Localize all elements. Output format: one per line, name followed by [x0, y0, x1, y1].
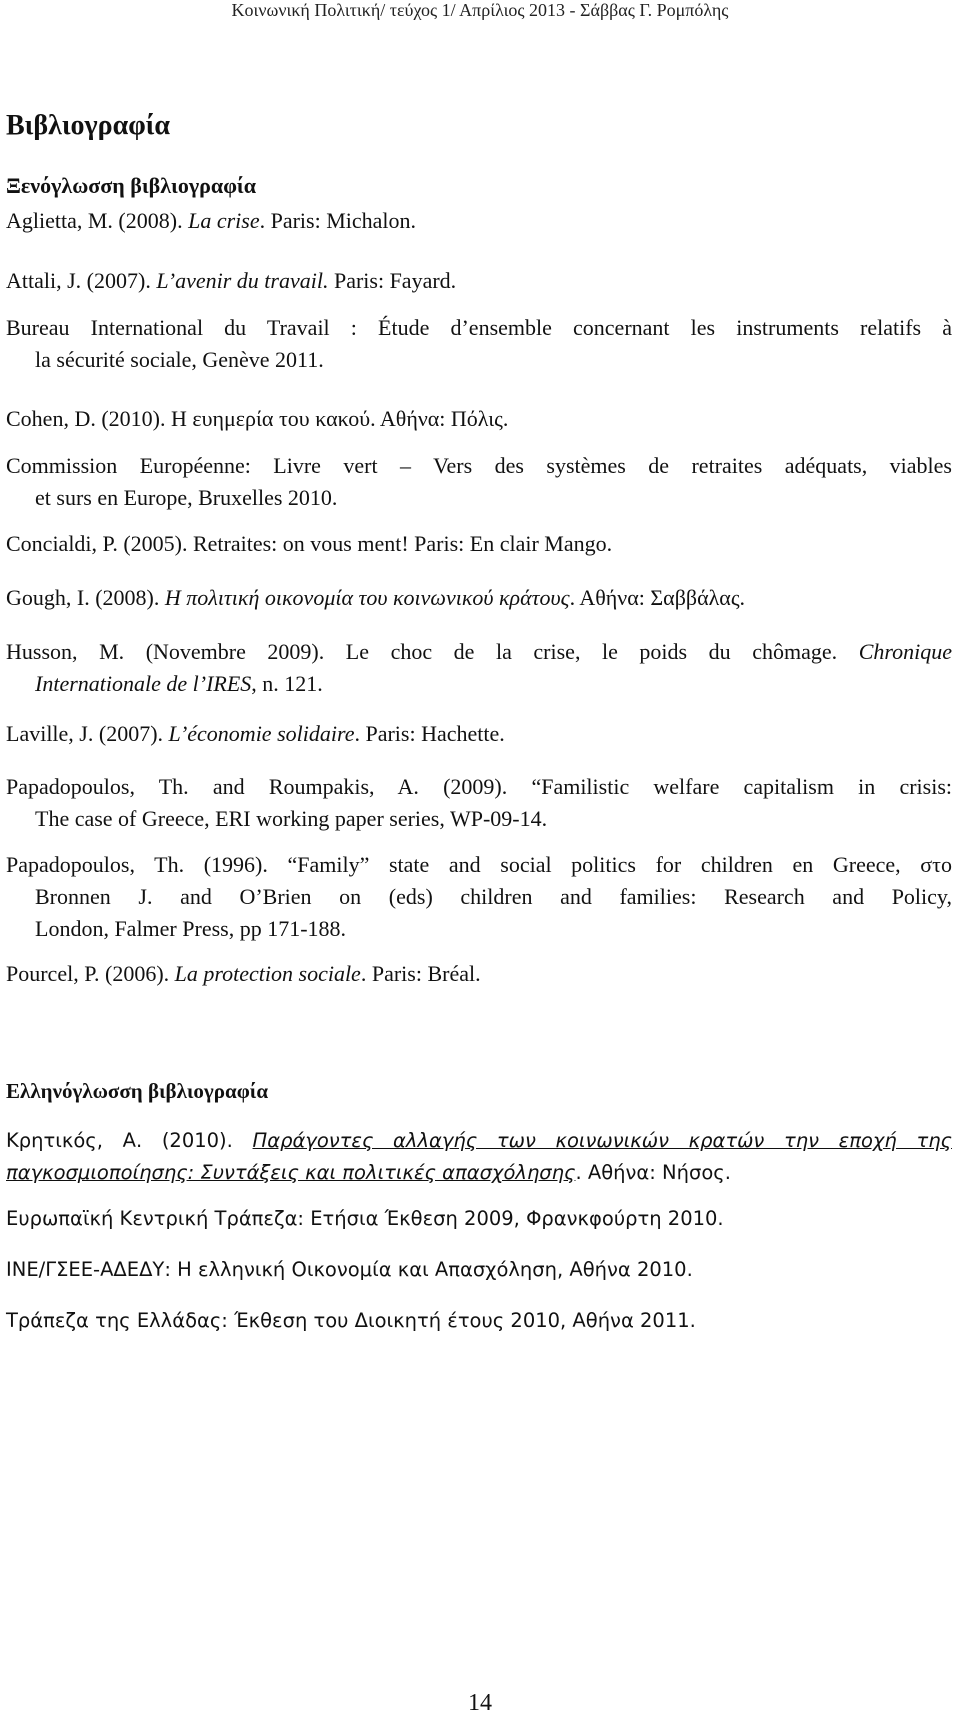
ref-attali: Attali, J. (2007). L’avenir du travail. Paris: Fayard.	[6, 268, 457, 293]
ref-concialdi: Concialdi, P. (2005). Retraites: on vous ment! Paris: En clair Mango.	[6, 531, 613, 556]
ref-papadopoulos-1996: Papadopoulos, Th. (1996). “Family” state and social politics for children en Greece, στο Bronnen J. and O’Brien on (eds) children and families: Research and Policy, London, Falmer Press, pp 171-188.	[6, 852, 952, 941]
ref-gough: Gough, I. (2008). Η πολιτική οικονομία του κοινωνικού κράτους. Αθήνα: Σαββάλας.	[6, 585, 746, 610]
ref-bank-of-greece: Τράπεζα της Ελλάδας: Έκθεση του Διοικητή έτους 2010, Αθήνα 2011.	[6, 1309, 696, 1332]
ref-husson: Husson, M. (Novembre 2009). Le choc de la crise, le poids du chômage. Chronique Internationale de l’IRES, n. 121.	[6, 639, 952, 696]
ref-ine-gsee: ΙΝΕ/ΓΣΕΕ-ΑΔΕΔΥ: Η ελληνική Οικονομία και Απασχόληση, Αθήνα 2010.	[6, 1258, 693, 1281]
bibliography-heading: Βιβλιογραφία	[6, 110, 171, 141]
ref-pourcel: Pourcel, P. (2006). La protection sociale. Paris: Bréal.	[6, 961, 481, 986]
ref-laville-title: L’économie solidaire	[168, 721, 355, 746]
ref-gough-title: Η πολιτική οικονομία του κοινωνικού κράτους	[164, 585, 570, 610]
page-number: 14	[468, 1690, 492, 1716]
ref-aglietta-title: La crise	[188, 208, 260, 233]
running-header: Κοινωνική Πολιτική/ τεύχος 1/ Απρίλιος 2013 - Σάββας Γ. Ρομπόλης	[231, 0, 729, 20]
ref-aglietta: Aglietta, M. (2008). La crise. Paris: Michalon.	[6, 208, 417, 233]
foreign-bibliography-heading: Ξενόγλωσση βιβλιογραφία	[6, 173, 257, 198]
ref-ecb: Ευρωπαϊκή Κεντρική Τράπεζα: Ετήσια Έκθεση 2009, Φρανκφούρτη 2010.	[6, 1207, 724, 1230]
ref-attali-title: L’avenir du travail.	[156, 268, 329, 293]
ref-pourcel-title: La protection sociale	[174, 961, 361, 986]
ref-laville: Laville, J. (2007). L’économie solidaire. Paris: Hachette.	[6, 721, 505, 746]
ref-commission: Commission Européenne: Livre vert – Vers des systèmes de retraites adéquats, viables et surs en Europe, Bruxelles 2010.	[6, 453, 952, 510]
ref-kritikos: Κρητικός, Α. (2010). Παράγοντες αλλαγής των κοινωνικών κρατών την εποχή της παγκοσμιοποίησης: Συντάξεις και πολιτικές απασχόλησης. Αθήνα: Νήσος.	[6, 1129, 952, 1184]
ref-papadopoulos-2009: Papadopoulos, Th. and Roumpakis, A. (2009). “Familistic welfare capitalism in crisis: The case of Greece, ERI working paper series, WP-09-14.	[6, 774, 952, 831]
greek-bibliography-heading: Ελληνόγλωσση βιβλιογραφία	[6, 1079, 269, 1103]
ref-cohen: Cohen, D. (2010). Η ευημερία του κακού. Αθήνα: Πόλις.	[6, 406, 509, 431]
ref-bureau: Bureau International du Travail : Étude d’ensemble concernant les instruments relatifs à la sécurité sociale, Genève 2011.	[6, 315, 952, 372]
